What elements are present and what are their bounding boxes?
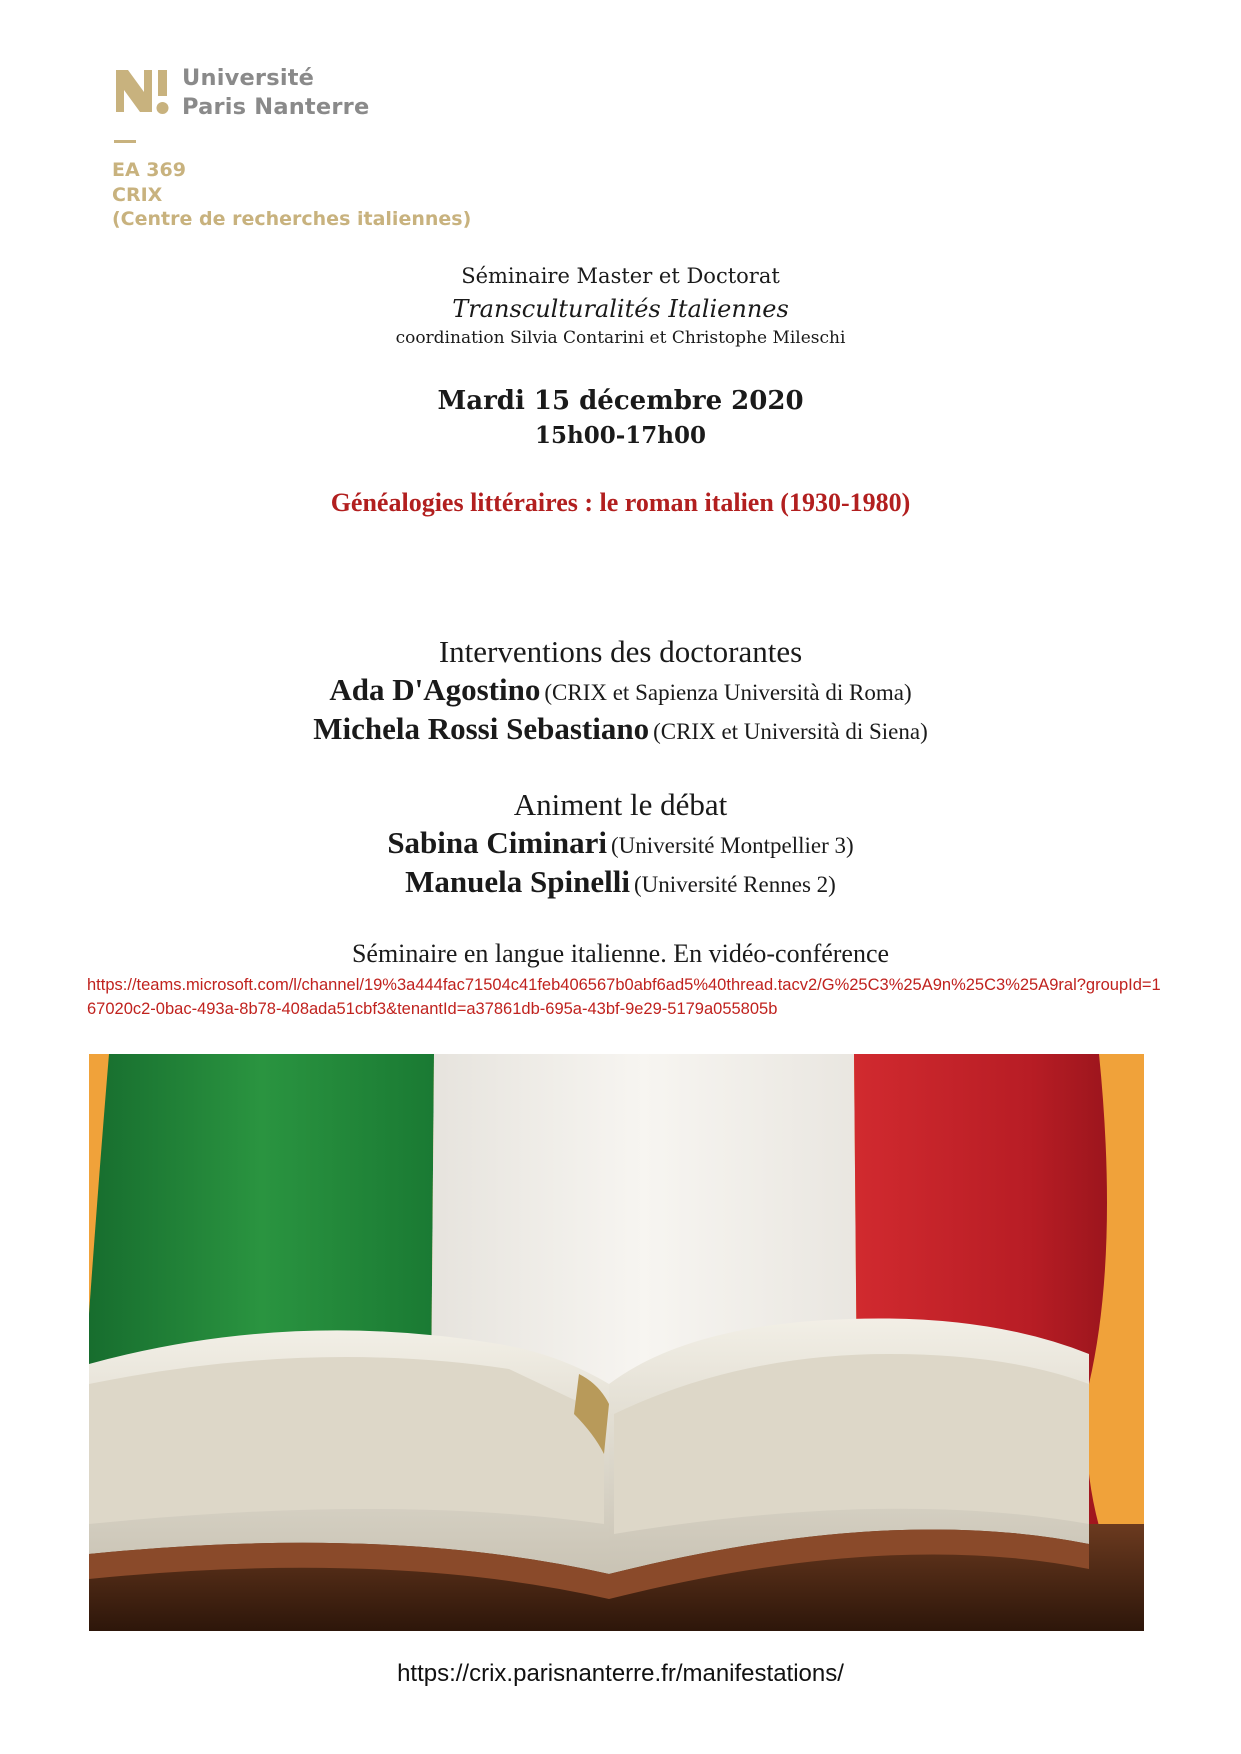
speaker — [0, 711, 1241, 747]
moderator-affiliation: (Université Rennes 2) — [633, 872, 836, 897]
speaker-name: Michela Rossi Sebastiano — [313, 711, 650, 746]
university-name-line2: Paris Nanterre — [182, 94, 370, 120]
teams-link[interactable]: https://teams.microsoft.com/l/channel/19%3a444fac71504c41feb406567b0abf6ad5%40thread.tacv2/G%25C3%25A9n%25C3%25A9ral?groupId=167020c2-0bac-493a-8b78-408ada51cbf3&tenantId=a37861db-695a-43bf-9e29-5179a055805b — [87, 976, 1161, 1018]
flag-and-book-image — [89, 1054, 1144, 1631]
seminar-type: Séminaire Master et Doctorat — [461, 264, 780, 288]
moderator-affiliation: (Université Montpellier 3) — [610, 833, 854, 858]
speaker-name: Ada D'Agostino — [329, 672, 541, 707]
speaker-affiliation: (CRIX et Università di Siena) — [653, 719, 928, 744]
moderator — [0, 864, 1241, 900]
interventions-heading: Interventions des doctorantes — [438, 634, 803, 669]
footer-url[interactable]: https://crix.parisnanterre.fr/manifestations/ — [397, 1660, 844, 1687]
lab-name: CRIX — [112, 183, 163, 206]
speaker — [0, 672, 1241, 708]
format-note: Séminaire en langue italienne. En vidéo-conférence — [351, 939, 890, 968]
research-unit — [112, 158, 471, 232]
lab-full-name: (Centre de recherches italiennes) — [112, 208, 472, 230]
divider — [114, 140, 136, 143]
moderator-name: Manuela Spinelli — [405, 864, 630, 899]
seminar-title: Transculturalités Italiennes — [452, 295, 789, 323]
university-logo-mark — [114, 68, 174, 120]
speaker-affiliation: (CRIX et Sapienza Università di Roma) — [544, 680, 912, 705]
event-hours: 15h00-17h00 — [534, 422, 707, 449]
event-date: Mardi 15 décembre 2020 — [437, 386, 804, 416]
moderator-name: Sabina Ciminari — [387, 825, 607, 860]
university-name-line1: Université — [182, 65, 315, 91]
debate-heading: Animent le débat — [513, 787, 728, 822]
university-name — [182, 64, 369, 122]
lab-code: EA 369 — [112, 159, 186, 181]
session-theme: Généalogies littéraires : le roman italien (1930-1980) — [330, 488, 911, 517]
coordination: coordination Silvia Contarini et Christophe Mileschi — [395, 328, 846, 348]
moderator — [0, 825, 1241, 861]
